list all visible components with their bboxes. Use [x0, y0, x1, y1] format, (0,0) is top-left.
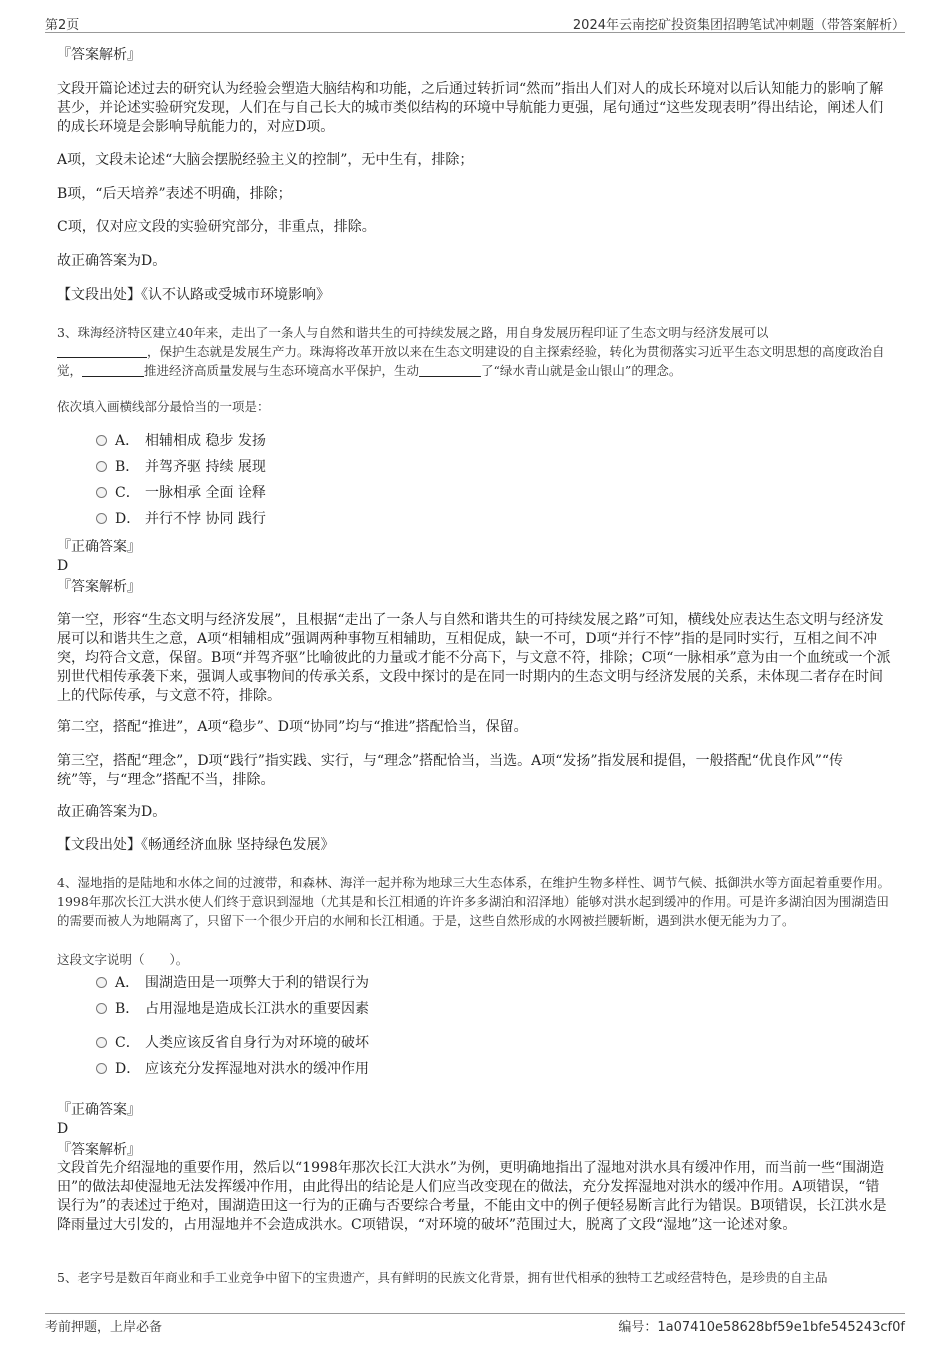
document-id: 编号：1a07410e58628bf59e1bfe545243cf0f [618, 1320, 905, 1335]
q3-conclusion: 故正确答案为D。 [57, 804, 167, 820]
radio-icon[interactable] [96, 487, 107, 498]
q2-conclusion: 故正确答案为D。 [57, 253, 167, 269]
q3-answer: D [57, 558, 69, 574]
q3-option-d[interactable]: D． 并行不悖 协同 践行 [96, 509, 266, 529]
radio-icon[interactable] [96, 513, 107, 524]
radio-icon[interactable] [96, 977, 107, 988]
q2-analysis-para: C项，仅对应文段的实验研究部分，非重点，排除。 [57, 219, 376, 235]
page-footer [45, 1313, 905, 1334]
q2-analysis-para: 文段开篇论述过去的研究认为经验会塑造大脑结构和功能，之后通过转折词“然而”指出人们对人的成长环境对以后认知能力的影响了解甚少，并论述实验研究发现，人们在与自己长大的城市类似结构的环境中导航能力更强，尾句通过“这些发现表明”得出结论，阐述人们的成长环境是会影响导航能力的，对应D项。 [57, 81, 884, 135]
q3-prompt: 依次填入画横线部分最恰当的一项是： [57, 399, 270, 414]
q2-source: 【文段出处】《认不认路或受城市环境影响》 [57, 287, 330, 303]
radio-icon[interactable] [96, 1037, 107, 1048]
q3-analysis-para: 第二空，搭配“推进”，A项“稳步”、D项“协同”均与“推进”搭配恰当，保留。 [57, 719, 528, 735]
q4-answer-heading: 『正确答案』 [57, 1102, 141, 1118]
page-header [45, 14, 905, 33]
footer-slogan: 考前押题，上岸必备 [45, 1320, 163, 1335]
q2-analysis-para: A项，文段未论述“大脑会摆脱经验主义的控制”，无中生有，排除； [57, 152, 474, 168]
q3-option-c[interactable]: C． 一脉相承 全面 诠释 [96, 483, 266, 503]
q3-source: 【文段出处】《畅通经济血脉 坚持绿色发展》 [57, 837, 335, 853]
document-title: 2024年云南挖矿投资集团招聘笔试冲刺题（带答案解析） [572, 18, 905, 33]
radio-icon[interactable] [96, 1063, 107, 1074]
page-number: 第2页 [45, 18, 80, 33]
q4-stem: 4、湿地指的是陆地和水体之间的过渡带，和森林、海洋一起并称为地球三大生态体系，在维护生物多样性、调节气候、抵御洪水等方面起着重要作用。1998年那次长江大洪水使人们终于意识到湿地（尤其是和长江相通的许许多多湖泊和沼泽地）能够对洪水起到缓冲的作用。可是许多湖泊因为围湖造田的需要而被人为地隔离了，只留下一个很少开启的水闸和长江相通。于是，这些自然形成的水网被拦腰斩断，遇到洪水便无能为力了。 [57, 875, 890, 928]
q4-option-d[interactable]: D． 应该充分发挥湿地对洪水的缓冲作用 [96, 1059, 369, 1079]
fill-blank [419, 364, 481, 377]
q2-analysis-heading: 『答案解析』 [57, 47, 141, 63]
q4-option-a[interactable]: A． 围湖造田是一项弊大于利的错误行为 [96, 973, 369, 993]
q4-option-b[interactable]: B． 占用湿地是造成长江洪水的重要因素 [96, 999, 369, 1019]
fill-blank [82, 364, 144, 377]
q4-answer: D [57, 1121, 69, 1137]
q5-stem: 5、老字号是数百年商业和手工业竞争中留下的宝贵遗产，具有鲜明的民族文化背景，拥有世代相承的独特工艺或经营特色，是珍贵的自主品 [57, 1270, 828, 1285]
q3-analysis-heading: 『答案解析』 [57, 579, 141, 595]
radio-icon[interactable] [96, 435, 107, 446]
q3-option-a[interactable]: A． 相辅相成 稳步 发扬 [96, 431, 266, 451]
radio-icon[interactable] [96, 461, 107, 472]
q3-stem: 3、珠海经济特区建立40年来，走出了一条人与自然和谐共生的可持续发展之路，用自身发展历程印证了生态文明与经济发展可以 ，保护生态就是发展生产力。珠海将改革开放以来在生态文明建设的自主探索经验，转化为贯彻落实习近平生态文明思想的高度政治自觉， 推进经济高质量发展与生态环境高水平保护，生动 了“绿水青山就是金山银山”的理念。 [57, 325, 885, 378]
q4-analysis-heading: 『答案解析』 [57, 1142, 141, 1158]
q4-prompt: 这段文字说明（ ）。 [57, 952, 189, 967]
q3-analysis-para: 第三空，搭配“理念”，D项“践行”指实践、实行，与“理念”搭配恰当，当选。A项“发扬”指发展和提倡，一般搭配“优良作风”“传统”等，与“理念”搭配不当，排除。 [57, 753, 844, 788]
radio-icon[interactable] [96, 1003, 107, 1014]
q3-analysis-para: 第一空，形容“生态文明与经济发展”，且根据“走出了一条人与自然和谐共生的可持续发展之路”可知，横线处应表达生态文明与经济发展可以和谐共生之意，A项“相辅相成”强调两种事物互相辅助，互相促成，缺一不可，D项“并行不悖”指的是同时实行，互相之间不冲突，均符合文意，保留。B项“并驾齐驱”比喻彼此的力量或才能不分高下，与文意不符，排除；C项“一脉相承”意为由一个血统或一个派别世代相传承袭下来，强调人或事物间的传承关系，文段中探讨的是在同一时期内的生态文明与经济发展的关系，未体现二者存在时间上的代际传承，与文意不符，排除。 [57, 612, 891, 704]
q2-analysis-para: B项，“后天培养”表述不明确，排除； [57, 186, 292, 202]
q4-analysis-para: 文段首先介绍湿地的重要作用，然后以“1998年那次长江大洪水”为例，更明确地指出了湿地对洪水具有缓冲作用，而当前一些“围湖造田”的做法却使湿地无法发挥缓冲作用，由此得出的结论是人们应当改变现在的做法，充分发挥湿地对洪水的缓冲作用。A项错误，“错误行为”的表述过于绝对，围湖造田这一行为的正确与否要综合考量，不能由文中的例子便轻易断言此行为错误。B项错误，长江洪水是降雨量过大引发的，占用湿地并不会造成洪水。C项错误，“对环境的破坏”范围过大，脱离了文段“湿地”这一论述对象。 [57, 1160, 887, 1233]
q3-answer-heading: 『正确答案』 [57, 539, 141, 555]
q3-option-b[interactable]: B． 并驾齐驱 持续 展现 [96, 457, 266, 477]
fill-blank [57, 345, 147, 358]
q4-option-c[interactable]: C． 人类应该反省自身行为对环境的破坏 [96, 1033, 369, 1053]
